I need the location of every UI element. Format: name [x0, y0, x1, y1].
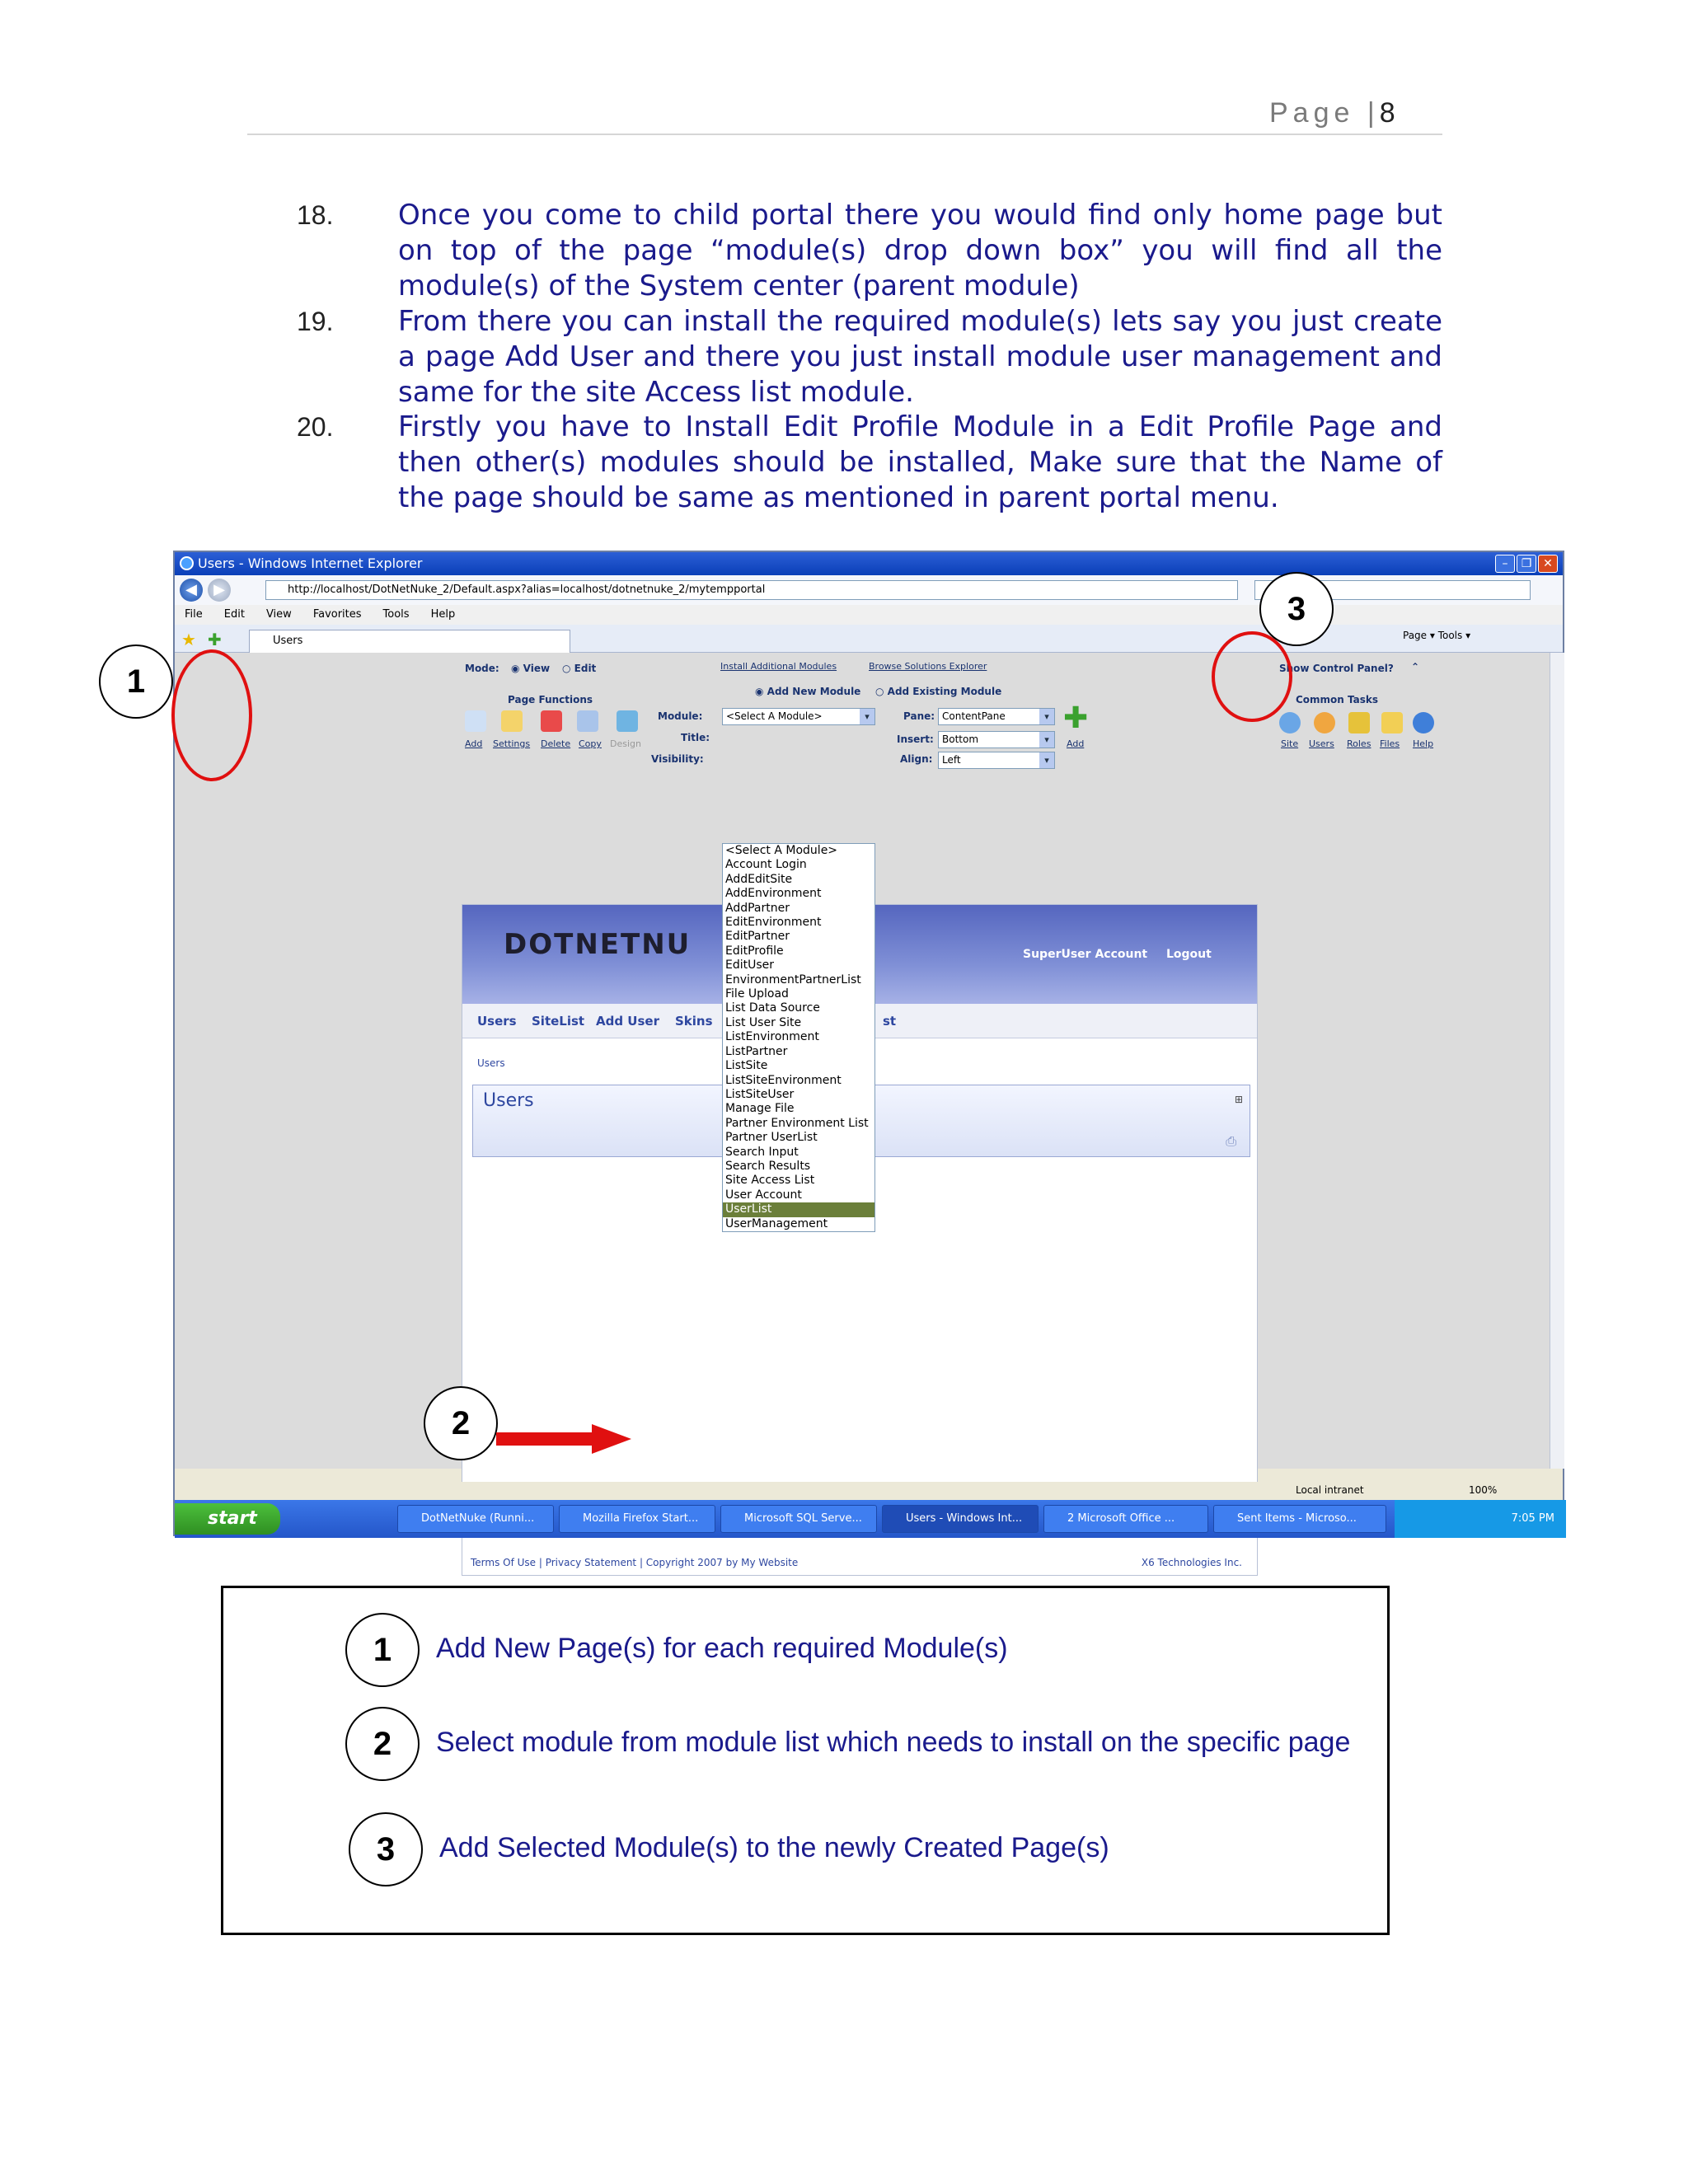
clock: 7:05 PM	[1511, 1512, 1554, 1525]
logout-link[interactable]: Logout	[1166, 948, 1212, 961]
ct-site-link[interactable]: Site	[1281, 738, 1299, 749]
page-label: Page |	[1269, 97, 1380, 129]
ct-help-link[interactable]: Help	[1413, 738, 1434, 749]
step-text: Firstly you have to Install Edit Profile Module in a Edit Profile Page and then other(s) modules should be installed, Make sure that the Name of the page should be same as mentioned in parent portal menu.	[398, 410, 1442, 514]
module-label: Module:	[658, 710, 703, 722]
design-icon[interactable]	[617, 710, 638, 732]
install-modules-link[interactable]: Install Additional Modules	[720, 661, 837, 672]
add-new-text: Add New Module	[767, 686, 861, 697]
visibility-label: Visibility:	[651, 753, 704, 765]
mode-label: Mode:	[465, 663, 499, 674]
module-title: Users	[483, 1090, 534, 1111]
module-option[interactable]: AddPartner	[725, 901, 790, 915]
page-number: 8	[1379, 97, 1395, 129]
windows-taskbar	[175, 1500, 1563, 1538]
task-dotnetnuke[interactable]: DotNetNuke (Runni...	[397, 1505, 554, 1533]
pane-select[interactable]: ContentPane ▾	[938, 708, 1055, 725]
module-select[interactable]: <Select A Module> ▾	[722, 708, 875, 725]
add-module-link[interactable]: Add	[1067, 738, 1085, 749]
legend-callout-2: 2	[345, 1707, 420, 1781]
pf-delete-link[interactable]: Delete	[541, 738, 571, 749]
start-button[interactable]: start	[175, 1503, 280, 1535]
roles-icon[interactable]	[1348, 712, 1370, 733]
module-option[interactable]: EditEnvironment	[725, 916, 822, 930]
mode-edit-text: Edit	[574, 663, 597, 674]
align-label: Align:	[900, 753, 933, 765]
module-option-selected[interactable]: UserList	[723, 1202, 874, 1216]
module-option[interactable]: Search Input	[725, 1145, 799, 1159]
pf-copy-link[interactable]: Copy	[579, 738, 602, 749]
task-sql-server[interactable]: Microsoft SQL Serve...	[720, 1505, 877, 1533]
address-bar[interactable]: http://localhost/DotNetNuke_2/Default.aspx?alias=localhost/dotnetnuke_2/mytempportal	[265, 580, 1238, 600]
pane-label: Pane:	[903, 710, 935, 722]
pf-design-link: Design	[610, 738, 641, 749]
module-option[interactable]: EditPartner	[725, 930, 790, 944]
ie-logo-icon	[180, 556, 194, 570]
ie-status-bar	[175, 1482, 1563, 1500]
browser-screenshot	[173, 551, 1564, 1568]
maximize-icon[interactable]: ❐	[1517, 555, 1536, 573]
step-text: Once you come to child portal there you would find only home page but on top of the page “module(s) drop down box” you will find all the module(s) of the System center (parent module)	[398, 199, 1442, 302]
module-option[interactable]: Account Login	[725, 858, 807, 872]
task-firefox[interactable]: Mozilla Firefox Start...	[559, 1505, 715, 1533]
window-title: Users - Windows Internet Explorer	[198, 555, 423, 571]
back-icon[interactable]: ◀	[180, 579, 203, 602]
module-option[interactable]: File Upload	[725, 987, 789, 1001]
nav-skins[interactable]: Skins	[675, 1014, 713, 1029]
legend-text-1: Add New Page(s) for each required Module(s)	[436, 1633, 1008, 1664]
footer-links[interactable]: Terms Of Use | Privacy Statement | Copyright 2007 by My Website	[471, 1557, 799, 1568]
module-option[interactable]: ListSite	[725, 1059, 768, 1073]
add-new-module-radio[interactable]: ◉ Add New Module	[755, 686, 861, 697]
task-office[interactable]: 2 Microsoft Office ...	[1043, 1505, 1208, 1533]
ct-files-link[interactable]: Files	[1380, 738, 1400, 749]
collapse-icon[interactable]: ⌃	[1411, 661, 1420, 673]
module-option[interactable]: AddEditSite	[725, 872, 793, 886]
ct-users-link[interactable]: Users	[1309, 738, 1334, 749]
module-option[interactable]: EnvironmentPartnerList	[725, 972, 861, 987]
module-option[interactable]: Partner UserList	[725, 1131, 818, 1145]
module-option[interactable]: Search Results	[725, 1159, 811, 1173]
module-option[interactable]: EditProfile	[725, 944, 784, 958]
dnn-logo: DOTNETNU	[504, 928, 692, 961]
module-option[interactable]: List Data Source	[725, 1001, 820, 1015]
legend-text-3: Add Selected Module(s) to the newly Created Page(s)	[439, 1832, 1109, 1863]
mode-edit-radio[interactable]: ○ Edit	[562, 663, 597, 674]
print-icon[interactable]: ⎙	[1226, 1133, 1236, 1149]
add-favorite-icon[interactable]: ✚	[208, 630, 222, 649]
insert-select[interactable]: Bottom ▾	[938, 731, 1055, 748]
help-icon[interactable]	[1413, 712, 1434, 733]
site-icon[interactable]	[1279, 712, 1301, 733]
zoom-level[interactable]: 100%	[1469, 1484, 1498, 1496]
legend-box	[221, 1586, 1390, 1935]
site-footer	[471, 1557, 1250, 1568]
add-existing-text: Add Existing Module	[887, 686, 1002, 697]
add-module-icon[interactable]: ✚	[1063, 701, 1089, 735]
module-option[interactable]: ListSiteUser	[725, 1087, 795, 1101]
insert-label: Insert:	[897, 733, 934, 745]
callout-2: 2	[424, 1386, 498, 1460]
favorites-star-icon[interactable]: ★	[181, 630, 196, 649]
menu-edit[interactable]: Edit	[223, 608, 245, 621]
step-20	[297, 410, 1442, 516]
highlight-oval-1	[171, 649, 252, 781]
add-page-icon[interactable]	[465, 710, 486, 732]
close-icon[interactable]: ✕	[1538, 555, 1558, 573]
callout-3: 3	[1259, 572, 1334, 646]
task-outlook[interactable]: Sent Items - Microso...	[1213, 1505, 1386, 1533]
forward-icon[interactable]: ▶	[208, 579, 231, 602]
delete-icon[interactable]	[541, 710, 562, 732]
module-option[interactable]: Site Access List	[725, 1174, 815, 1188]
mode-view-text: View	[523, 663, 551, 674]
nav-users[interactable]: Users	[477, 1014, 517, 1029]
pf-settings-link[interactable]: Settings	[493, 738, 531, 749]
module-option[interactable]: <Select A Module>	[725, 844, 838, 857]
step-text: From there you can install the required module(s) lets say you just create a page Add User and there you just install module user management and same for the site Access list module.	[398, 305, 1442, 409]
module-option[interactable]: ListSiteEnvironment	[725, 1073, 842, 1087]
users-icon[interactable]	[1314, 712, 1335, 733]
superuser-account-link[interactable]: SuperUser Account	[1023, 948, 1148, 961]
module-option[interactable]: EditUser	[725, 958, 775, 972]
nav-partial[interactable]: st	[883, 1014, 897, 1029]
title-label: Title:	[681, 732, 710, 743]
ie-title-bar	[175, 552, 1563, 575]
menu-file[interactable]: File	[185, 608, 203, 621]
step-number: 19.	[297, 307, 334, 336]
menu-favorites[interactable]: Favorites	[312, 608, 362, 621]
browse-solutions-link[interactable]: Browse Solutions Explorer	[869, 661, 987, 672]
header-divider	[247, 134, 1442, 135]
module-option[interactable]: Partner Environment List	[725, 1116, 869, 1130]
address-row	[175, 575, 1563, 605]
menu-help[interactable]: Help	[430, 608, 456, 621]
align-select[interactable]: Left ▾	[938, 752, 1055, 769]
task-ie-users[interactable]: Users - Windows Int...	[882, 1505, 1039, 1533]
step-18	[297, 198, 1442, 304]
module-option[interactable]: Manage File	[725, 1102, 795, 1116]
highlight-oval-3	[1212, 631, 1292, 722]
module-option[interactable]: UserManagement	[725, 1216, 828, 1230]
step-number: 18.	[297, 200, 334, 230]
ie-tab-row	[175, 625, 1563, 653]
expand-icon[interactable]: ⊞	[1234, 1094, 1243, 1105]
vertical-scrollbar[interactable]	[1550, 653, 1564, 1469]
mode-view-radio[interactable]: ◉ View	[511, 663, 551, 674]
menu-tools[interactable]: Tools	[382, 608, 410, 621]
legend-text-2: Select module from module list which needs to install on the specific page	[436, 1727, 1351, 1758]
tab-users[interactable]: Users	[249, 630, 570, 653]
ie-command-bar[interactable]: Page ▾ Tools ▾	[1403, 630, 1471, 641]
menu-view[interactable]: View	[265, 608, 292, 621]
settings-icon[interactable]	[501, 710, 523, 732]
arrow-right-icon	[592, 1424, 631, 1454]
ie-menu-bar	[175, 605, 1563, 625]
module-option[interactable]: AddEnvironment	[725, 887, 822, 901]
breadcrumb[interactable]: Users	[477, 1057, 505, 1069]
system-tray	[1395, 1500, 1566, 1538]
minimize-icon[interactable]: –	[1495, 555, 1515, 573]
page-functions-label: Page Functions	[508, 694, 593, 705]
callout-1: 1	[99, 644, 173, 719]
module-option[interactable]: ListEnvironment	[725, 1030, 819, 1044]
add-existing-module-radio[interactable]: ○ Add Existing Module	[875, 686, 1002, 697]
files-icon[interactable]	[1381, 712, 1403, 733]
module-dropdown-list[interactable]	[722, 843, 875, 1232]
module-option[interactable]: User Account	[725, 1188, 802, 1202]
nav-add-user[interactable]: Add User	[596, 1014, 659, 1029]
module-option[interactable]: List User Site	[725, 1015, 802, 1029]
control-panel	[465, 659, 1454, 779]
pf-add-link[interactable]: Add	[465, 738, 483, 749]
footer-company: X6 Technologies Inc.	[1141, 1557, 1242, 1568]
copy-icon[interactable]	[577, 710, 598, 732]
ct-roles-link[interactable]: Roles	[1347, 738, 1372, 749]
arrow-shaft	[496, 1432, 593, 1446]
step-19	[297, 304, 1442, 410]
legend-callout-3: 3	[349, 1812, 423, 1886]
step-number: 20.	[297, 412, 334, 442]
site-user-links	[1023, 948, 1212, 961]
security-zone: Local intranet	[1296, 1484, 1364, 1496]
page-header	[1269, 97, 1395, 129]
legend-callout-1: 1	[345, 1613, 420, 1687]
common-tasks-label: Common Tasks	[1296, 694, 1379, 705]
module-option[interactable]: ListPartner	[725, 1044, 788, 1058]
nav-sitelist[interactable]: SiteList	[532, 1014, 585, 1029]
show-control-panel-label[interactable]: Show Control Panel?	[1279, 663, 1394, 674]
